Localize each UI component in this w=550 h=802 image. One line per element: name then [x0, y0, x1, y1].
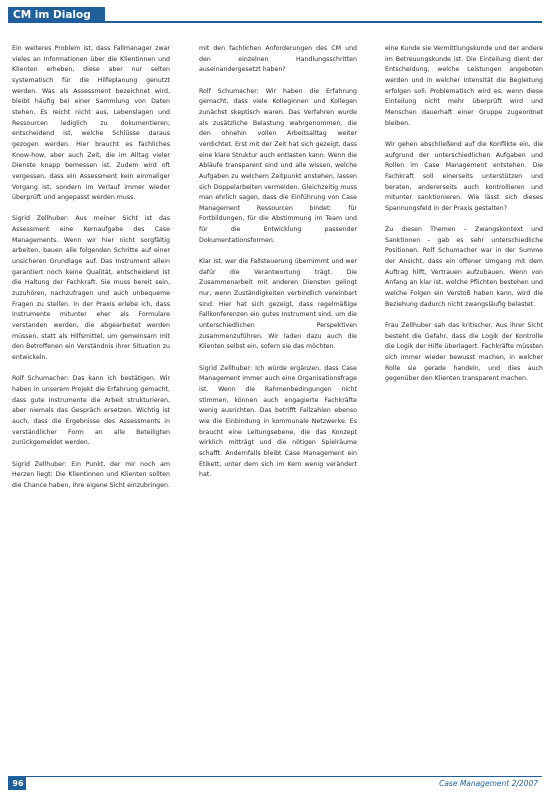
paragraph: Ein weiteres Problem ist, dass Fallmanager zwar vieles an Informationen über die Klientinnen und Klienten erheben, diese aber nur selten systematisch für die Hilfeplanung genutzt werden. Was als Assessment bezeichnet wird, bleibt häufig bei einer Sammlung von Daten stehen. Es reicht nicht aus, Lebenslagen und Ressourcen lediglich zu dokumentieren; entscheidend ist, welche Schlüsse daraus gezogen werden. Hier braucht es fachliches Know-how, aber auch Zeit, die im Alltag vieler Dienste knapp bemessen ist. Zudem wird oft vergessen, dass ein Assessment kein einmaliger Vorgang ist, sondern im Verlauf immer wieder überprüft und angepasst werden muss.	[12, 45, 170, 202]
paragraph: Sigrid Zellhuber: Ich würde ergänzen, dass Case Management immer auch eine Organisationsfrage ist. Wenn die Rahmenbedingungen nicht stimmen, können auch engagierte Fachkräfte wenig ausrichten. Das betrifft Fallzahlen ebenso wie die Einbindung in kommunale Netzwerke. Es braucht eine Leitungsebene, die das Konzept wirklich mitträgt und die nötigen Spielräume schafft. Andernfalls bleibt Case Management ein Etikett, unter dem sich im Kern wenig verändert hat.	[199, 364, 357, 479]
paragraph: Wir gehen abschließend auf die Konflikte ein, die aufgrund der unterschiedlichen Aufgaben und Rollen im Case Management entstehen. Die Fachkraft soll einerseits unterstützen und beraten, andererseits auch kontrollieren und mitunter sanktionieren. Wie lässt sich dieses Spannungsfeld in der Praxis gestalten?	[385, 140, 543, 212]
text-column-3	[385, 44, 543, 750]
paragraph: mit den fachlichen Anforderungen des CM und den einzelnen Handlungsschritten auseinandergesetzt haben?	[199, 45, 357, 74]
footer-rule	[8, 776, 542, 777]
paragraph: Rolf Schumacher: Wir haben die Erfahrung gemacht, dass viele Kolleginnen und Kollegen zunächst skeptisch waren. Das Verfahren wurde als zusätzliche Belastung wahrgenommen, die den ohnehin vollen Arbeitsalltag weiter verdichtet. Erst mit der Zeit hat sich gezeigt, dass eine klare Struktur auch entlasten kann. Wenn die Abläufe transparent sind und alle wissen, welche Aufgaben zu welchem Zeitpunkt anstehen, lassen sich Doppelarbeiten vermeiden. Gleichzeitig muss man ehrlich sagen, dass die Einführung von Case Management Ressourcen bindet: für Fortbildungen, für die Abstimmung im Team und für die Entwicklung passender Dokumentationsformen.	[199, 87, 357, 244]
paragraph: Sigrid Zellhuber: Ein Punkt, der mir noch am Herzen liegt: Die Klientinnen und Klienten sollten die Chance haben, ihre eigene Sicht einzubringen.	[12, 460, 170, 489]
text-column-1	[12, 44, 170, 750]
paragraph: Klar ist, wer die Fallsteuerung übernimmt und wer dafür die Verantwortung trägt. Die Zusammenarbeit mit anderen Diensten gelingt nur, wenn Zuständigkeiten verbindlich vereinbart sind. Hier hat sich gezeigt, dass regelmäßige Fallkonferenzen ein gutes Instrument sind, um die unterschiedlichen Perspektiven zusammenzuführen. Wir laden dazu auch die Klienten selbst ein, sofern sie das möchten.	[199, 258, 357, 351]
paragraph: Rolf Schumacher: Das kann ich bestätigen. Wir haben in unserem Projekt die Erfahrung gemacht, dass gute Instrumente die Arbeit strukturieren, aber niemals das Gespräch ersetzen. Wichtig ist auch, dass die Ergebnisse des Assessments in verständlicher Form an alle Beteiligten zurückgemeldet werden.	[12, 375, 170, 447]
paragraph: Frau Zellhuber sah das kritischer. Aus ihrer Sicht besteht die Gefahr, dass die Logik der Kontrolle die Logik der Hilfe überlagert. Fachkräfte müssten sich immer wieder bewusst machen, in welcher Rolle sie gerade handeln, und dies auch gegenüber den Klienten transparent machen.	[385, 322, 543, 383]
journal-citation: Case Management 2/2007	[439, 779, 538, 788]
paragraph: Zu diesen Themen – Zwangskontext und Sanktionen – gab es sehr unterschiedliche Positionen. Rolf Schumacher war in der Summe der Ansicht, dass ein offener Umgang mit dem Auftrag hilft, Vertrauen aufzubauen. Wenn von Anfang an klar ist, welche Pflichten bestehen und welche Folgen ein Verstoß haben kann, wird die Beziehung dadurch nicht zwangsläufig belastet.	[385, 226, 543, 308]
header-rule	[8, 21, 542, 23]
text-column-2	[199, 44, 357, 750]
page-number: 96	[12, 779, 24, 788]
section-header-title: CM im Dialog	[13, 9, 91, 21]
paragraph: eine Kunde sie Vermittlungskunde und der andere im Betreuungskunde ist. Die Einteilung dient der Entscheidung, welche Leistungen angeboten werden und in welcher Intensität die Begleitung erfolgen soll. Problematisch wird es, wenn diese Einteilung nicht mehr überprüft wird und Menschen dauerhaft einer Gruppe zugeordnet bleiben.	[385, 45, 543, 127]
paragraph: Sigrid Zellhuber: Aus meiner Sicht ist das Assessment eine Kernaufgabe des Case Managements. Wenn wir hier nicht sorgfältig arbeiten, bauen alle folgenden Schritte auf einer unsicheren Grundlage auf. Das Instrument allein garantiert noch keine Qualität, entscheidend ist die Haltung der Fachkraft. Sie muss bereit sein, zuzuhören, nachzufragen und auch unbequeme Fragen zu stellen. In der Praxis erlebe ich, dass Instrumente mitunter eher als Formulare verstanden werden, die abgearbeitet werden müssen, statt als Hilfsmittel, um gemeinsam mit den Betroffenen ein Verständnis ihrer Situation zu entwickeln.	[12, 215, 170, 362]
